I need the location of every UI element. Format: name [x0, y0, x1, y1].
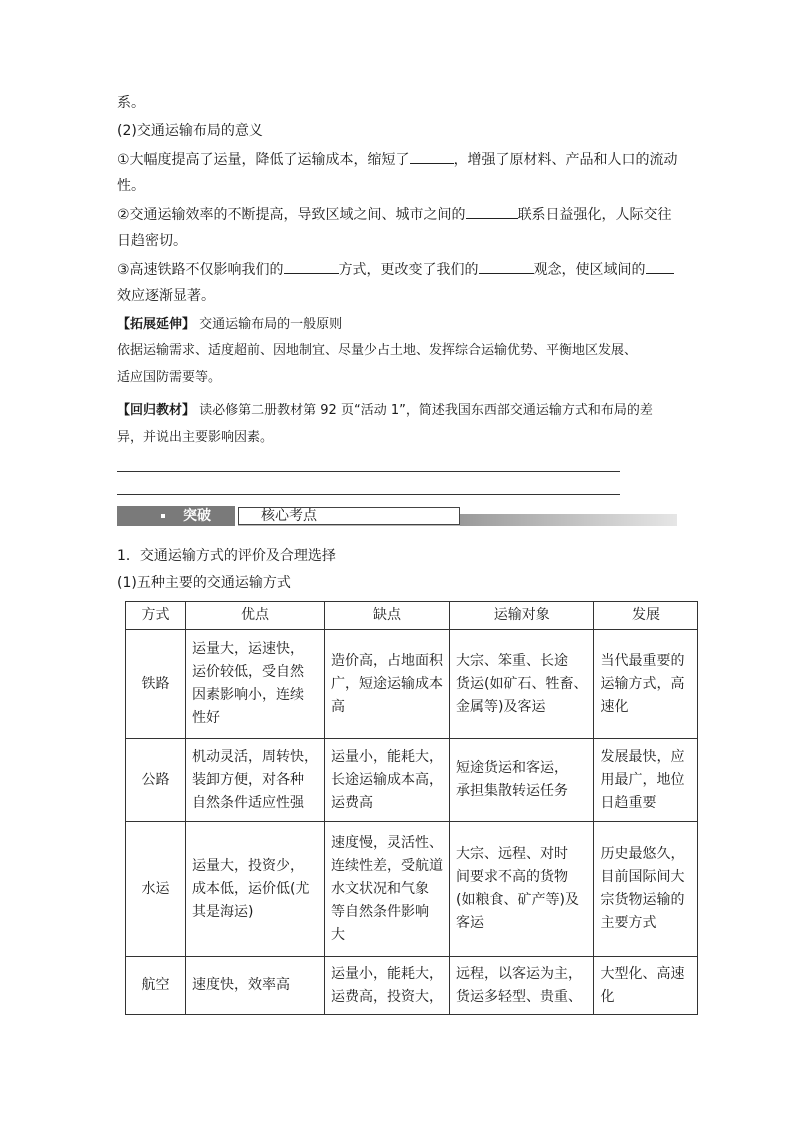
cell-line: 速度慢，灵活性、 [331, 834, 443, 851]
cell-disadvantages [325, 822, 450, 957]
section-heading: 1．交通运输方式的评价及合理选择 [117, 548, 336, 564]
cell-line: 装卸方便，对各种 [192, 771, 304, 788]
return-prompt: 异，并说出主要影响因素。 [117, 430, 274, 445]
cell-line: 运输方式，高 [600, 675, 685, 692]
cell-line: 造价高，占地面积 [331, 652, 443, 669]
cell-line: 大宗、笨重、长途 [456, 652, 568, 669]
fill-blank[interactable] [284, 256, 339, 274]
cell-line: 广，短途运输成本 [331, 675, 443, 692]
banner-label: 突破 [117, 506, 235, 526]
cell-line: 货运多轻型、贵重、 [456, 988, 582, 1005]
cell-line: 当代最重要的 [600, 652, 685, 669]
cell-line: 远程，以客运为主， [456, 965, 582, 982]
square-bullet-icon [161, 514, 165, 518]
cell-line: 自然条件适应性强 [192, 794, 304, 811]
cell-line: 历史最悠久， [600, 846, 685, 862]
cell-line: 铁路 [141, 675, 170, 692]
cell-disadvantages [325, 957, 450, 1015]
cell-line: 机动灵活，周转快， [192, 748, 318, 765]
table-row [126, 822, 698, 957]
cell-advantages [186, 630, 325, 739]
text-line: 系。 [117, 95, 145, 111]
cell-objects [450, 739, 594, 822]
cell-line: 货运(如矿石、牲畜、 [456, 675, 588, 692]
banner-gradient [460, 514, 677, 526]
text-line: ③高速铁路不仅影响我们的 方式，更改变了我们的 观念，使区域间的 [117, 256, 679, 284]
fill-blank[interactable] [466, 201, 518, 219]
fill-blank[interactable] [646, 256, 674, 274]
cell-line: 性好 [192, 710, 220, 726]
subheading-significance: (2)交通运输布局的意义 [117, 123, 263, 139]
cell-line: 主要方式 [600, 915, 657, 931]
cell-line: 长途运输成本高， [331, 771, 443, 788]
cell-line: 运量小，能耗大， [331, 748, 443, 765]
cell-line: 日趋重要 [600, 794, 657, 811]
cell-line: 宗货物运输的 [600, 892, 685, 908]
cell-line: 等自然条件影响 [331, 903, 429, 920]
col-header: 方式 [126, 602, 186, 630]
cell-line: 大宗、远程、对时 [456, 846, 568, 862]
cell-mode [126, 957, 186, 1015]
cell-line: 化 [600, 988, 615, 1005]
cell-line: 因素影响小，连续 [192, 687, 304, 703]
cell-line: 连续性差，受航道 [331, 857, 443, 874]
cell-line: 高 [331, 698, 345, 715]
cell-mode [126, 630, 186, 739]
banner-tab: 核心考点 [238, 507, 460, 525]
cell-line: 水运 [141, 880, 170, 897]
cell-line: 金属等)及客运 [456, 698, 546, 715]
cell-line: 航空 [141, 977, 170, 993]
text-line: 性。 [117, 178, 145, 194]
cell-line: 承担集散转运任务 [456, 783, 568, 799]
cell-advantages [186, 957, 325, 1015]
cell-development [594, 957, 698, 1015]
cell-line: 速化 [600, 698, 629, 715]
cell-development [594, 822, 698, 957]
cell-line: 用最广，地位 [600, 771, 685, 788]
cell-objects [450, 630, 594, 739]
cell-line: 公路 [141, 771, 170, 788]
cell-line: 目前国际间大 [600, 869, 685, 885]
cell-line: 客运 [456, 915, 484, 931]
cell-disadvantages [325, 630, 450, 739]
cell-development [594, 630, 698, 739]
cell-disadvantages [325, 739, 450, 822]
cell-line: (如粮食、矿产等)及 [456, 892, 579, 908]
cell-development [594, 739, 698, 822]
return-prompt: 【回归教材】 读必修第二册教材第 92 页“活动 1”，简述我国东西部交通运输方式和布局的差 [117, 403, 653, 418]
section-banner [117, 506, 677, 526]
cell-objects [450, 957, 594, 1015]
cell-mode [126, 822, 186, 957]
cell-line: 发展最快，应 [600, 748, 685, 765]
table-row [126, 739, 698, 822]
answer-line[interactable] [117, 494, 620, 495]
cell-mode [126, 739, 186, 822]
table-row [126, 630, 698, 739]
cell-objects [450, 822, 594, 957]
cell-line: 其是海运) [192, 903, 254, 920]
fill-blank[interactable] [479, 256, 534, 274]
col-header: 发展 [594, 602, 698, 630]
cell-advantages [186, 739, 325, 822]
extension-body: 适应国防需要等。 [117, 370, 222, 385]
cell-line: 成本低，运价低(尤 [192, 880, 310, 897]
fill-blank[interactable] [410, 146, 454, 164]
cell-line: 大型化、高速 [600, 965, 685, 982]
text-line: 日趋密切。 [117, 233, 187, 249]
table-header-row [126, 602, 698, 630]
extension-title: 【拓展延伸】 交通运输布局的一般原则 [117, 317, 343, 332]
transport-modes-table [125, 601, 698, 1015]
cell-line: 运费高，投资大， [331, 988, 443, 1005]
cell-line: 速度快，效率高 [192, 977, 290, 993]
cell-line: 运量大，运速快， [192, 641, 304, 657]
cell-line: 运费高 [331, 794, 373, 811]
cell-line: 运量小，能耗大， [331, 965, 443, 982]
text-line: ①大幅度提高了运量，降低了运输成本，缩短了 ，增强了原材料、产品和人口的流动 [117, 146, 679, 174]
cell-line: 运量大，投资少， [192, 857, 304, 874]
cell-advantages [186, 822, 325, 957]
extension-body: 依据运输需求、适度超前、因地制宜、尽量少占土地、发挥综合运输优势、平衡地区发展、 [117, 343, 638, 358]
table-row [126, 957, 698, 1015]
col-header: 缺点 [325, 602, 450, 630]
cell-line: 水文状况和气象 [331, 880, 429, 897]
col-header: 优点 [186, 602, 325, 630]
text-line: ②交通运输效率的不断提高，导致区域之间、城市之间的 联系日益强化，人际交往 [117, 201, 679, 229]
cell-line: 间要求不高的货物 [456, 869, 568, 885]
section-subheading: (1)五种主要的交通运输方式 [117, 575, 291, 591]
cell-line: 运价较低，受自然 [192, 664, 304, 680]
answer-line[interactable] [117, 471, 620, 472]
text-line: 效应逐渐显著。 [117, 288, 215, 304]
col-header: 运输对象 [450, 602, 594, 630]
cell-line: 短途货运和客运， [456, 760, 568, 776]
cell-line: 大 [331, 926, 345, 943]
